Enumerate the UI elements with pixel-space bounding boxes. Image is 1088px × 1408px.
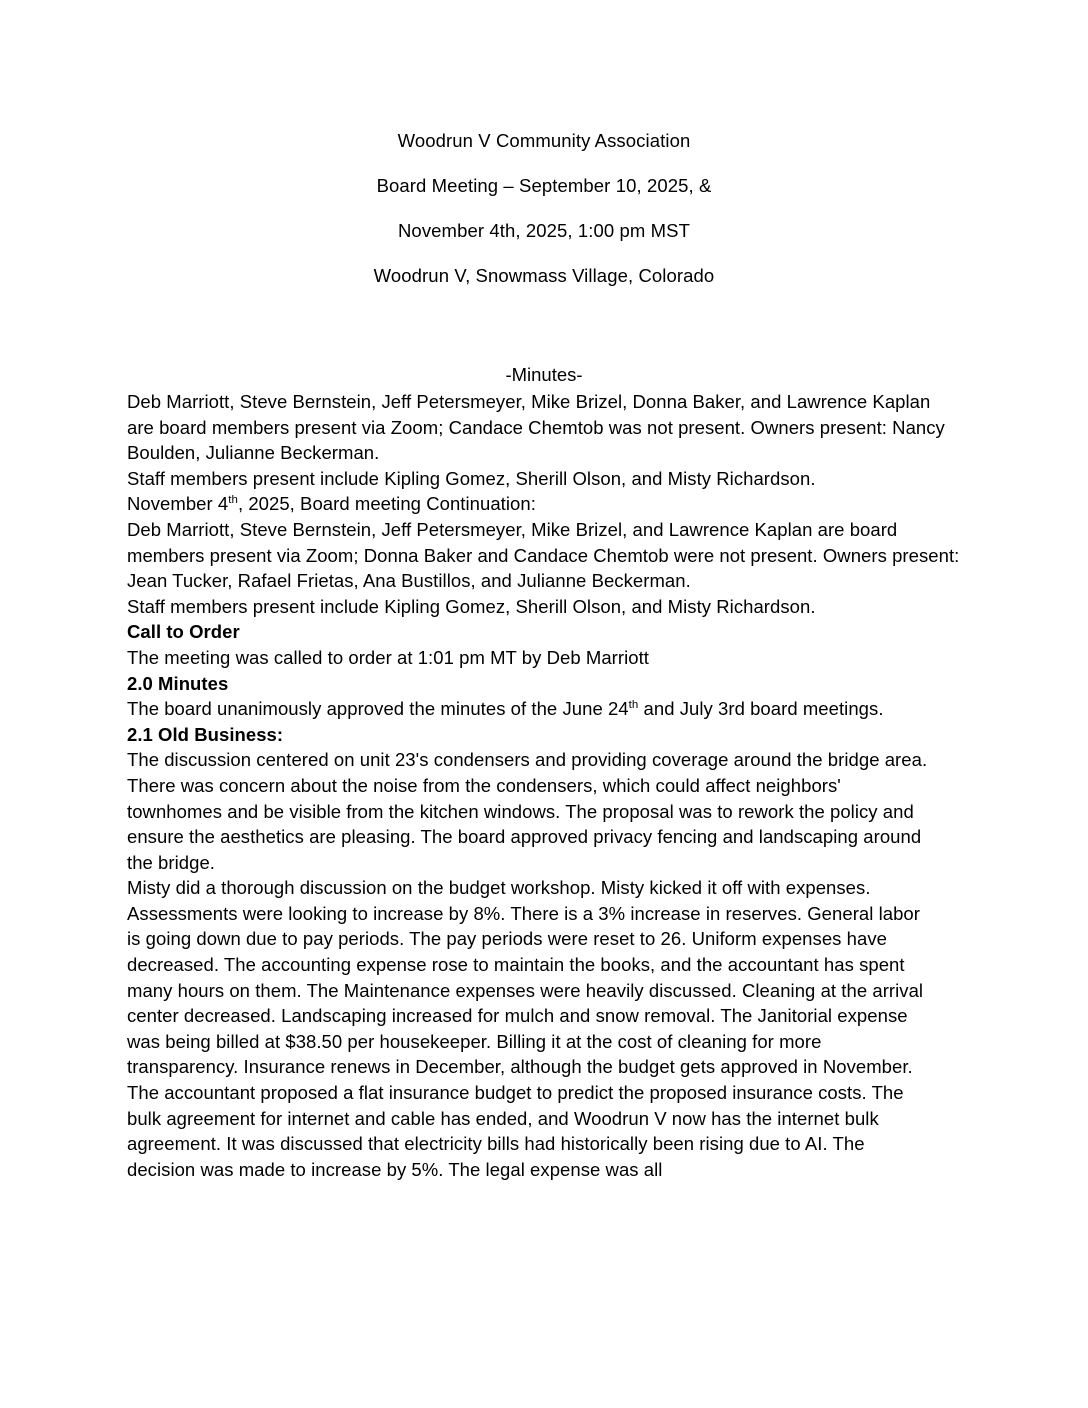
continuation-heading-prefix: November 4 (127, 493, 229, 515)
attendance-november-staff: Staff members present include Kipling Gomez, Sherill Olson, and Misty Richardson. (127, 595, 816, 617)
minutes-approval-text (127, 696, 961, 722)
continuation-heading (127, 491, 961, 517)
document-subtitle: -Minutes- (505, 364, 583, 385)
old-business-heading: 2.1 Old Business: (127, 723, 284, 745)
old-business-paragraph-budget: Misty did a thorough discussion on the budget workshop. Misty kicked it off with expenses. Assessments were looking to increase by 8%. There is a 3% increase in reserves. General labor is going down due to pay periods. The pay periods were reset to 26. Uniform expenses have decreased. The accounting expense rose to maintain the books, and the accountant has spent many hours on them. The Maintenance expenses were heavily discussed. Cleaning at the arrival center decreased. Landscaping increased for mulch and snow removal. The Janitorial expense was being billed at $38.50 per housekeeper. Billing it at the cost of cleaning for more transparency. Insurance renews in December, although the budget gets approved in November. The accountant proposed a flat insurance budget to predict the proposed insurance costs. The bulk agreement for internet and cable has ended, and Woodrun V now has the internet bulk agreement. It was discussed that electricity bills had historically been rising due to AI. The decision was made to increase by 5%. The legal expense was all (127, 877, 924, 1180)
attendance-september-staff: Staff members present include Kipling Gomez, Sherill Olson, and Misty Richardson. (127, 467, 816, 489)
attendance-september-members: Deb Marriott, Steve Bernstein, Jeff Petersmeyer, Mike Brizel, Donna Baker, and Lawrence Kaplan are board members present via Zoom; Candace Chemtob was not present. Owners present: Nancy Boulden, Julianne Beckerman. (127, 391, 945, 464)
header-line-association: Woodrun V Community Association (397, 130, 691, 151)
header-line-location: Woodrun V, Snowmass Village, Colorado (373, 265, 715, 286)
old-business-paragraph-condensers: The discussion centered on unit 23's condensers and providing coverage around the bridge area. There was concern about the noise from the condensers, which could affect neighbors' townhomes and be visible from the kitchen windows. The proposal was to rework the policy and ensure the aesthetics are pleasing. The board approved privacy fencing and landscaping around the bridge. (127, 749, 928, 873)
minutes-approval-suffix: and July 3rd board meetings. (638, 698, 884, 720)
header-line-continuation-date: November 4th, 2025, 1:00 pm MST (397, 220, 691, 241)
minutes-approval-prefix: The board unanimously approved the minutes of the June 24 (127, 698, 629, 720)
call-to-order-text: The meeting was called to order at 1:01 pm MT by Deb Marriott (127, 646, 649, 668)
attendance-november-members: Deb Marriott, Steve Bernstein, Jeff Petersmeyer, Mike Brizel, and Lawrence Kaplan are board members present via Zoom; Donna Baker and Candace Chemtob were not present. Owners present: Jean Tucker, Rafael Frietas, Ana Bustillos, and Julianne Beckerman. (127, 518, 960, 592)
document-header (127, 118, 961, 298)
continuation-heading-ordinal-suffix: th (228, 494, 238, 507)
header-line-meeting-date: Board Meeting – September 10, 2025, & (376, 175, 712, 196)
minutes-approval-ordinal-suffix: th (628, 698, 639, 711)
call-to-order-heading: Call to Order (127, 621, 240, 643)
continuation-heading-suffix: , 2025, Board meeting Continuation: (237, 493, 536, 515)
minutes-section-heading: 2.0 Minutes (127, 672, 229, 694)
document-body (127, 0, 961, 1182)
